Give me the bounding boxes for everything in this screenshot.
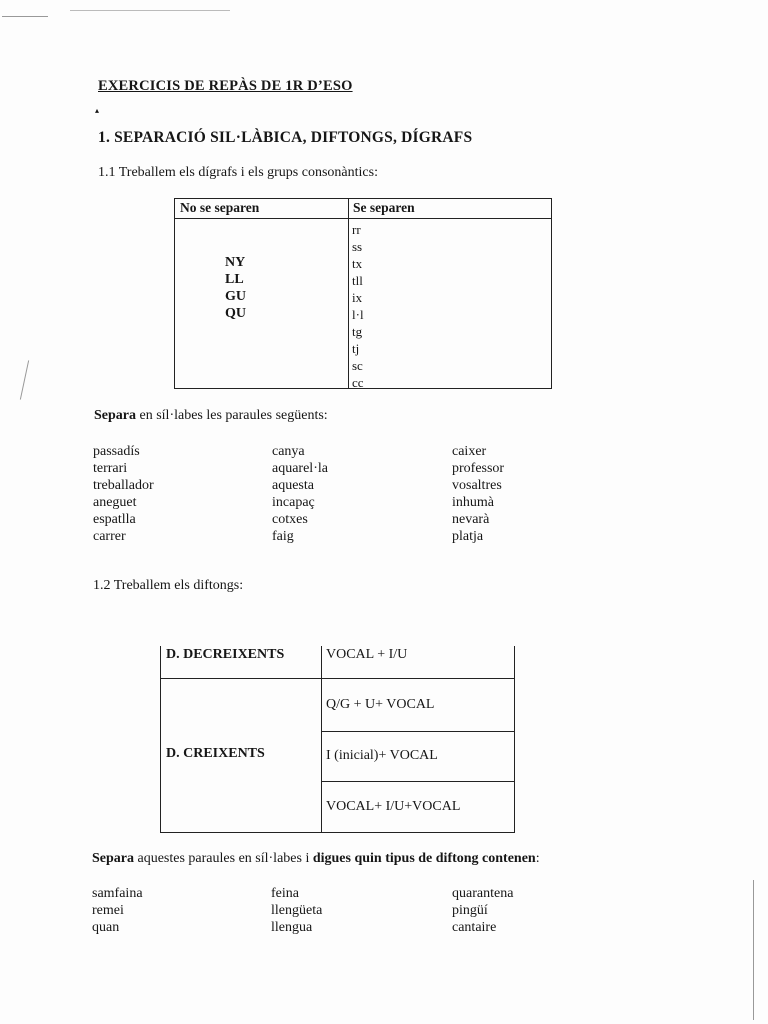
word: professor	[452, 461, 505, 476]
instruction-text: :	[535, 851, 540, 866]
bullet-mark: ▴	[95, 106, 100, 115]
instruction-bold: Separa	[92, 851, 134, 866]
list-item: sc	[352, 358, 363, 373]
instruction-bold: digues quin tipus de diftong contenen	[312, 851, 536, 866]
word-column-2	[271, 885, 322, 936]
table-row-line	[321, 781, 515, 782]
word-column-3	[452, 885, 513, 936]
table-border	[514, 646, 515, 833]
table-divider	[348, 199, 349, 388]
exercise-2-instruction	[92, 851, 540, 867]
creixents-rule: VOCAL+ I/U+VOCAL	[326, 799, 461, 814]
table-border	[160, 832, 515, 833]
word: treballador	[93, 478, 154, 493]
instruction-text: en síl·labes les paraules següents:	[136, 408, 328, 423]
list-item: cc	[352, 375, 364, 390]
word: aneguet	[93, 495, 137, 510]
word: vosaltres	[452, 478, 502, 493]
word: passadís	[93, 444, 140, 459]
creixents-rule: Q/G + U+ VOCAL	[326, 697, 435, 712]
creixents-rule: I (inicial)+ VOCAL	[326, 748, 438, 763]
list-item: ss	[352, 239, 363, 254]
word: pingüí	[452, 903, 488, 918]
page-title: EXERCICIS DE REPÀS DE 1R D’ESO	[98, 78, 353, 94]
word: carrer	[93, 529, 126, 544]
word: feina	[271, 886, 299, 901]
list-item: tj	[352, 341, 360, 356]
word: remei	[92, 903, 124, 918]
scan-mark	[70, 10, 230, 11]
table-divider	[321, 646, 322, 833]
separen-list	[352, 221, 364, 391]
list-item: LL	[225, 272, 244, 287]
list-item: ix	[352, 290, 363, 305]
word: espatlla	[93, 512, 136, 527]
list-item: QU	[225, 306, 246, 321]
decreixents-label: D. DECREIXENTS	[166, 647, 285, 662]
word: llengua	[271, 920, 313, 935]
creixents-label: D. CREIXENTS	[166, 746, 265, 761]
word: canya	[272, 444, 305, 459]
word-column-3	[452, 443, 504, 545]
scan-mark	[20, 360, 29, 399]
word-column-2	[272, 443, 328, 545]
header-separen: Se separen	[353, 200, 415, 215]
header-no-separen: No se separen	[180, 200, 260, 215]
subsection-1-2: 1.2 Treballem els diftongs:	[93, 578, 244, 593]
word: cantaire	[452, 920, 497, 935]
word: llengüeta	[271, 903, 323, 918]
word-column-1	[93, 443, 154, 545]
word: quarantena	[452, 886, 514, 901]
word: nevarà	[452, 512, 490, 527]
list-item: GU	[225, 289, 246, 304]
section-heading: 1. SEPARACIÓ SIL·LÀBICA, DIFTONGS, DÍGRAFS	[98, 129, 473, 146]
word: faig	[272, 529, 294, 544]
word: platja	[452, 529, 484, 544]
list-item: tg	[352, 324, 363, 339]
exercise-1-instruction	[94, 408, 328, 424]
list-item: tll	[352, 273, 363, 288]
table-row-line	[160, 678, 515, 679]
list-item: rr	[352, 222, 361, 237]
no-separen-list	[225, 254, 246, 322]
word: quan	[92, 920, 120, 935]
subsection-1-1: 1.1 Treballem els dígrafs i els grups consonàntics:	[98, 165, 378, 180]
instruction-bold: Separa	[94, 408, 136, 423]
table-row-line	[321, 731, 515, 732]
table-border	[160, 646, 161, 833]
word: samfaina	[92, 886, 143, 901]
word: aquesta	[272, 478, 314, 493]
word-column-1	[92, 885, 143, 936]
list-item: l·l	[352, 307, 364, 322]
word: cotxes	[272, 512, 308, 527]
list-item: NY	[225, 255, 246, 270]
list-item: tx	[352, 256, 363, 271]
scan-mark	[2, 16, 48, 17]
word: terrari	[93, 461, 128, 476]
diphthong-table	[160, 646, 515, 833]
digraph-table	[174, 198, 552, 389]
word: caixer	[452, 444, 487, 459]
word: incapaç	[272, 495, 315, 510]
word: aquarel·la	[272, 461, 328, 476]
scan-mark	[753, 880, 754, 1020]
word: inhumà	[452, 495, 494, 510]
decreixents-rule: VOCAL + I/U	[326, 647, 408, 662]
instruction-text: aquestes paraules en síl·labes i	[134, 851, 313, 866]
